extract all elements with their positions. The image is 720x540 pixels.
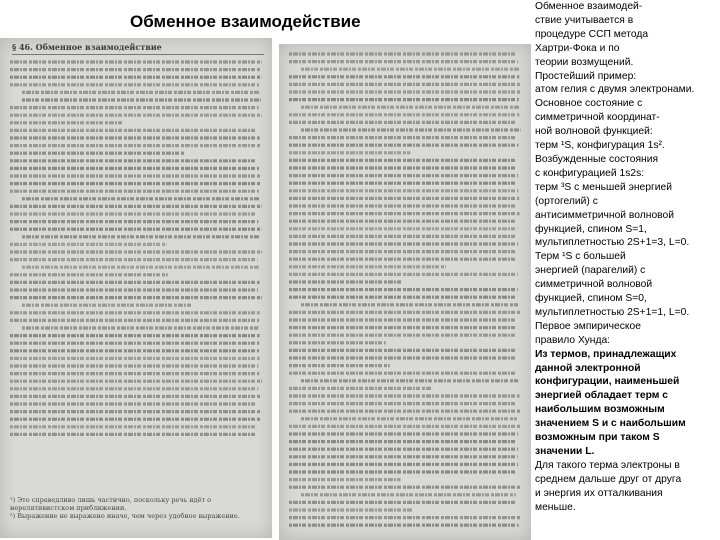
text-line: Терм ¹S с большей	[535, 251, 626, 263]
text-line: Возбужденные состояния	[535, 153, 659, 165]
text-line: атом гелия с двумя электронами.	[535, 84, 695, 96]
text-line: процедуре ССП метода	[535, 28, 649, 40]
text-line: терм ³S с меньшей энергией	[535, 181, 672, 193]
scan-text-lines	[0, 38, 272, 538]
scan-section-header: § 46. Обменное взаимодействие	[12, 42, 264, 55]
explanation-text	[535, 0, 720, 540]
text-line: энергией (парагелий) с	[535, 265, 646, 277]
text-line: и энергия их отталкивания	[535, 487, 663, 499]
text-line: данной электронной	[535, 362, 641, 374]
text-line: ной волновой функцией:	[535, 126, 653, 138]
text-line: Обменное взаимодей-	[535, 1, 643, 12]
text-line: конфигурации, наименьшей	[535, 376, 680, 388]
text-line: Первое эмпирическое	[535, 320, 641, 332]
text-line: возможным при таком S	[535, 432, 660, 444]
text-line: правило Хунда:	[535, 334, 611, 346]
text-line: меньше.	[535, 501, 576, 513]
page-title: Обменное взаимодействие	[130, 12, 361, 31]
text-line: симметричной волновой	[535, 279, 653, 291]
text-line: среднем дальше друг от друга	[535, 473, 682, 485]
text-line: мультиплетностью 2S+1=3, L=0.	[535, 237, 690, 249]
text-line: функцией, спином S=1,	[535, 223, 647, 235]
text-line: Основное состояние с	[535, 98, 643, 110]
text-line: теории возмущений.	[535, 56, 634, 68]
scan-footnotes	[10, 496, 264, 520]
text-line: функцией, спином S=0,	[535, 293, 647, 305]
text-line: (ортогелий) с	[535, 195, 598, 207]
scan-text-lines	[279, 44, 531, 540]
text-line: терм ¹S, конфигурация 1s².	[535, 140, 665, 152]
scan-footnote-2: ²) Выражение не выражено иначе, чем через удобное выражение.	[10, 512, 240, 520]
text-line: с конфигурацией 1s2s:	[535, 167, 645, 179]
text-line: мультиплетностью 2S+1=1, L=0.	[535, 306, 690, 318]
scanned-page-left	[0, 38, 272, 538]
text-line: Для такого терма электроны в	[535, 459, 680, 471]
text-line: энергией обладает терм с	[535, 390, 669, 402]
text-line: симметричной координат-	[535, 112, 660, 124]
text-line: Из термов, принадлежащих	[535, 348, 677, 360]
scanned-page-right	[279, 44, 531, 540]
text-line: значении L.	[535, 446, 595, 457]
scan-footnote-1: ¹) Это справедливо лишь частично, поскольку речь идёт о нерелятивистском приближении.	[10, 496, 212, 512]
text-line: ствие учитывается в	[535, 14, 634, 26]
text-line: антисимметричной волновой	[535, 209, 675, 221]
text-line: Простейший пример:	[535, 70, 637, 82]
text-line: наибольшим возможным	[535, 404, 665, 416]
text-line: значением S и с наибольшим	[535, 418, 686, 430]
text-line: Хартри-Фока и по	[535, 42, 620, 54]
